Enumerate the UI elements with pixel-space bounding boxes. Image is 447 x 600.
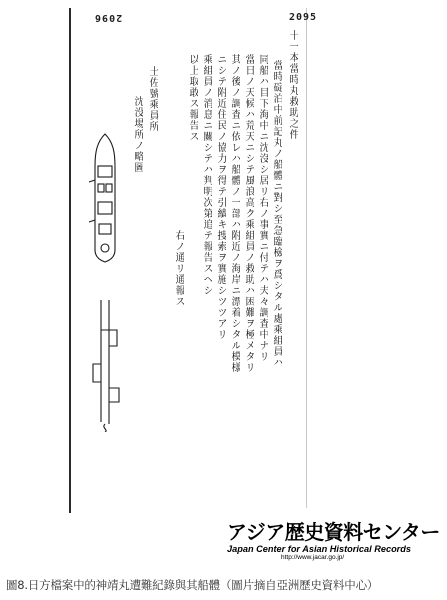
document-column: 右ノ通リ通報ス [173,230,184,307]
side-note: 沈没場所ノ略圖 [132,96,143,173]
document-column: 當時碇泊中前記丸ノ船體ニ對シ至急臨檢ヲ爲シタル處乘組員ハ [271,60,282,368]
document-column: ニシテ附近住民ノ協力ヲ得テ引續キ捜索ヲ實施シツツアリ [215,54,226,340]
page-number-left: 2096 [94,12,123,23]
document-column: 乘組員ノ消息ニ關シテハ判明次第追テ報告スヘシ [201,54,212,296]
logo-english: Japan Center for Asian Historical Records [227,544,411,554]
document-column: 當日ノ天候ハ荒天ニシテ風浪高ク乘組員ノ救助ハ困難ヲ極メタリ [243,54,254,373]
figure-caption: 圖8.日方檔案中的神靖丸遭難紀錄與其船體（圖片摘自亞洲歷史資料中心） [6,578,379,592]
document-column: 以上取敢ス報告ス [187,54,198,142]
document-heading: 十一本當時丸救助之件 [287,30,298,140]
scan-edge-right [306,8,307,508]
page-number-right: 2095 [289,12,318,23]
document-column: 同船ハ目下海中ニ沈沒シ居リ右ノ事實ニ付テハ夫々調査中ナリ [257,54,268,362]
scan-edge-left [69,8,71,513]
logo-japanese: アジア歴史資料センター [227,520,440,544]
jacar-logo [227,521,442,569]
ship-sketch-icon [87,132,123,432]
side-note: 土佐號乘員所 [147,66,158,132]
document-column: 其ノ後ノ調査ニ依レハ船體ノ一部ハ附近ノ海岸ニ漂着シタル模様 [229,54,240,373]
logo-url: http://www.jacar.go.jp/ [281,554,345,561]
